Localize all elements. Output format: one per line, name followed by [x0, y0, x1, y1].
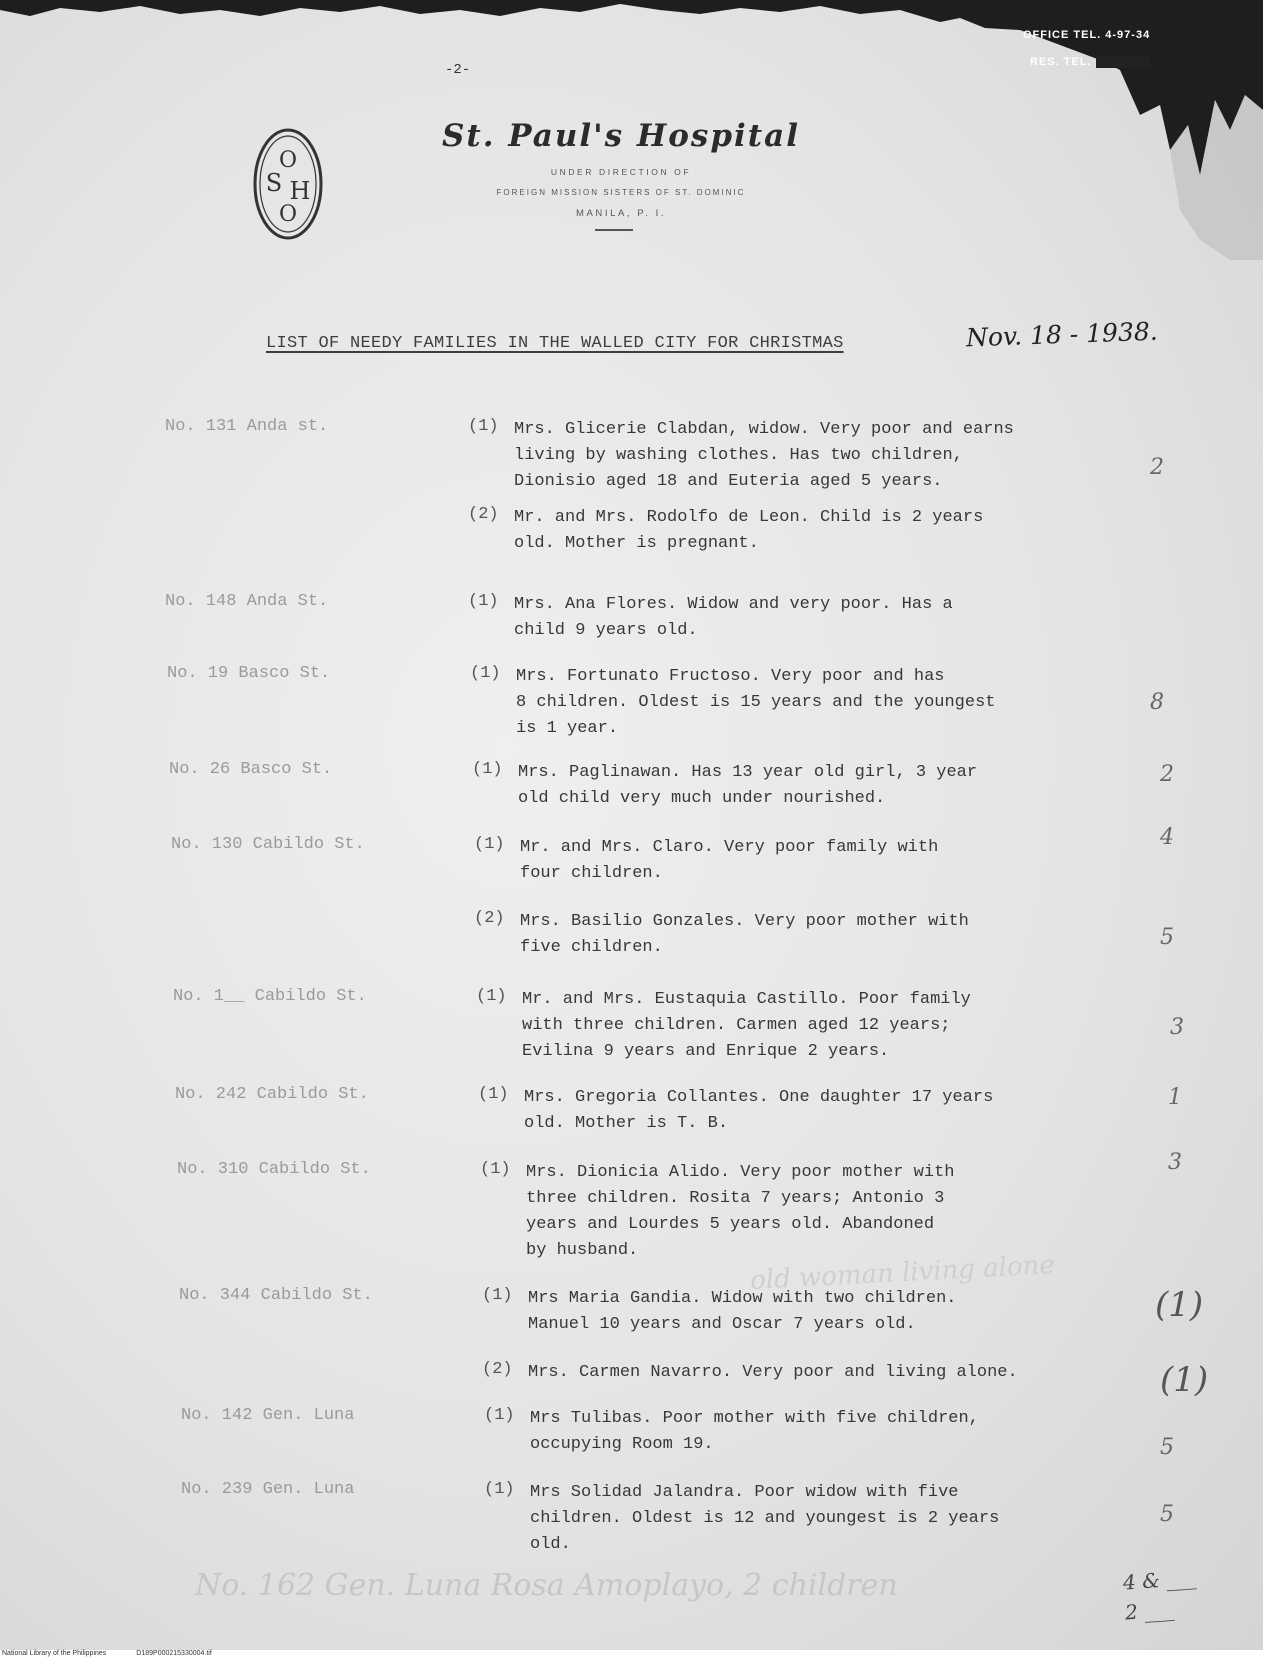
margin-tally: 8 [1150, 690, 1164, 715]
item-description: Mrs Tulibas. Poor mother with five children, occupying Room 19. [530, 1409, 979, 1454]
item-number: (1) [468, 417, 499, 436]
hospital-name: St. Paul's Hospital [442, 118, 800, 154]
entry-address: No. 19 Basco St. [167, 664, 331, 683]
scan-footer [0, 1650, 1263, 1658]
handwritten-date: Nov. 18 - 1938. [965, 316, 1159, 353]
item-number: (1) [468, 592, 499, 611]
item-description: Mrs. Basilio Gonzales. Very poor mother with five children. [520, 912, 969, 957]
entry-address: No. 142 Gen. Luna [181, 1406, 355, 1425]
svg-text:H: H [289, 177, 311, 205]
item-number: (1) [482, 1286, 513, 1305]
svg-text:S: S [265, 169, 283, 197]
entry-address: No. 242 Cabildo St. [175, 1085, 369, 1104]
item-number: (1) [478, 1085, 509, 1104]
item-number: (1) [484, 1480, 515, 1499]
item-number: (2) [482, 1360, 513, 1379]
margin-tally: (1) [1155, 1285, 1204, 1325]
item-number: (2) [474, 909, 505, 928]
item-description: Mrs. Glicerie Clabdan, widow. Very poor and earns living by washing clothes. Has two children, Dionisio aged 18 and Euteria aged 5 years. [514, 420, 1014, 491]
page-number: -2- [445, 62, 471, 78]
item-number: (1) [480, 1160, 511, 1179]
residence-telephone-number-redacted [1096, 56, 1150, 68]
footer-file-id: D189P000215330004.tif [136, 1650, 212, 1657]
margin-tally: 1 [1168, 1085, 1182, 1110]
item-description: Mr. and Mrs. Rodolfo de Leon. Child is 2 years old. Mother is pregnant. [514, 508, 984, 553]
entry-address: No. 148 Anda St. [165, 592, 329, 611]
letterhead-rule [595, 229, 633, 231]
handwritten-bottom-right-note: 4 & ___ 2 ___ [1122, 1565, 1197, 1625]
margin-tally: 2 [1160, 762, 1174, 787]
entry-address: No. 26 Basco St. [169, 760, 333, 779]
margin-tally: 4 [1160, 825, 1174, 850]
item-description: Mrs. Ana Flores. Widow and very poor. Has a child 9 years old. [514, 595, 953, 640]
item-number: (1) [470, 664, 501, 683]
margin-tally: 5 [1160, 1502, 1174, 1527]
handwritten-bottom-note: No. 162 Gen. Luna Rosa Amoplayo, 2 children [195, 1568, 898, 1603]
margin-tally: 5 [1160, 1435, 1174, 1460]
residence-telephone-label: RES. TEL. [1030, 56, 1092, 68]
footer-library: National Library of the Philippines [2, 1650, 107, 1657]
item-description: Mr. and Mrs. Claro. Very poor family with four children. [520, 838, 939, 883]
handwritten-note-living-alone: old woman living alone [749, 1250, 1056, 1296]
document-title: LIST OF NEEDY FAMILIES IN THE WALLED CITY FOR CHRISTMAS [266, 334, 844, 353]
item-number: (1) [474, 835, 505, 854]
item-description: Mrs. Gregoria Collantes. One daughter 17 years old. Mother is T. B. [524, 1088, 994, 1133]
item-number: (2) [468, 505, 499, 524]
svg-text:O: O [278, 202, 298, 227]
margin-tally: 2 [1150, 455, 1164, 480]
seal-letters: SPH [287, 239, 289, 240]
margin-tally: (1) [1160, 1360, 1209, 1400]
entry-address: No. 239 Gen. Luna [181, 1480, 355, 1499]
hospital-seal-icon [252, 127, 324, 241]
margin-tally: 3 [1168, 1150, 1182, 1175]
residence-telephone [1030, 56, 1150, 68]
entry-address: No. 310 Cabildo St. [177, 1160, 371, 1179]
item-description: Mrs. Paglinawan. Has 13 year old girl, 3 year old child very much under nourished. [518, 763, 978, 808]
item-description: Mrs. Fortunato Fructoso. Very poor and has 8 children. Oldest is 15 years and the youngest is 1 year. [516, 667, 996, 738]
entry-address: No. 130 Cabildo St. [171, 835, 365, 854]
item-description: Mr. and Mrs. Eustaquia Castillo. Poor family with three children. Carmen aged 12 years; Evilina 9 years and Enrique 2 years. [522, 990, 971, 1061]
item-number: (1) [476, 987, 507, 1006]
entry-address: No. 131 Anda st. [165, 417, 329, 436]
office-telephone: OFFICE TEL. 4-97-34 [1023, 29, 1151, 41]
item-number: (1) [472, 760, 503, 779]
letterhead-sisters: FOREIGN MISSION SISTERS OF ST. DOMINIC [496, 188, 746, 197]
item-description: Mrs Solidad Jalandra. Poor widow with five children. Oldest is 12 and youngest is 2 years old. [530, 1483, 1000, 1554]
item-number: (1) [484, 1406, 515, 1425]
letterhead-direction: UNDER DIRECTION OF [550, 167, 692, 177]
svg-text:O: O [278, 148, 298, 173]
entry-address: No. 344 Cabildo St. [179, 1286, 373, 1305]
item-description: Mrs. Dionicia Alido. Very poor mother with three children. Rosita 7 years; Antonio 3 years and Lourdes 5 years old. Abandoned by husband. [526, 1163, 955, 1260]
entry-address: No. 1__ Cabildo St. [173, 987, 367, 1006]
margin-tally: 3 [1170, 1015, 1184, 1040]
item-description: Mrs Maria Gandia. Widow with two children. Manuel 10 years and Oscar 7 years old. [528, 1289, 957, 1334]
letterhead-city: MANILA, P. I. [575, 208, 667, 219]
item-description: Mrs. Carmen Navarro. Very poor and living alone. [528, 1363, 1018, 1382]
margin-tally: 5 [1160, 925, 1174, 950]
